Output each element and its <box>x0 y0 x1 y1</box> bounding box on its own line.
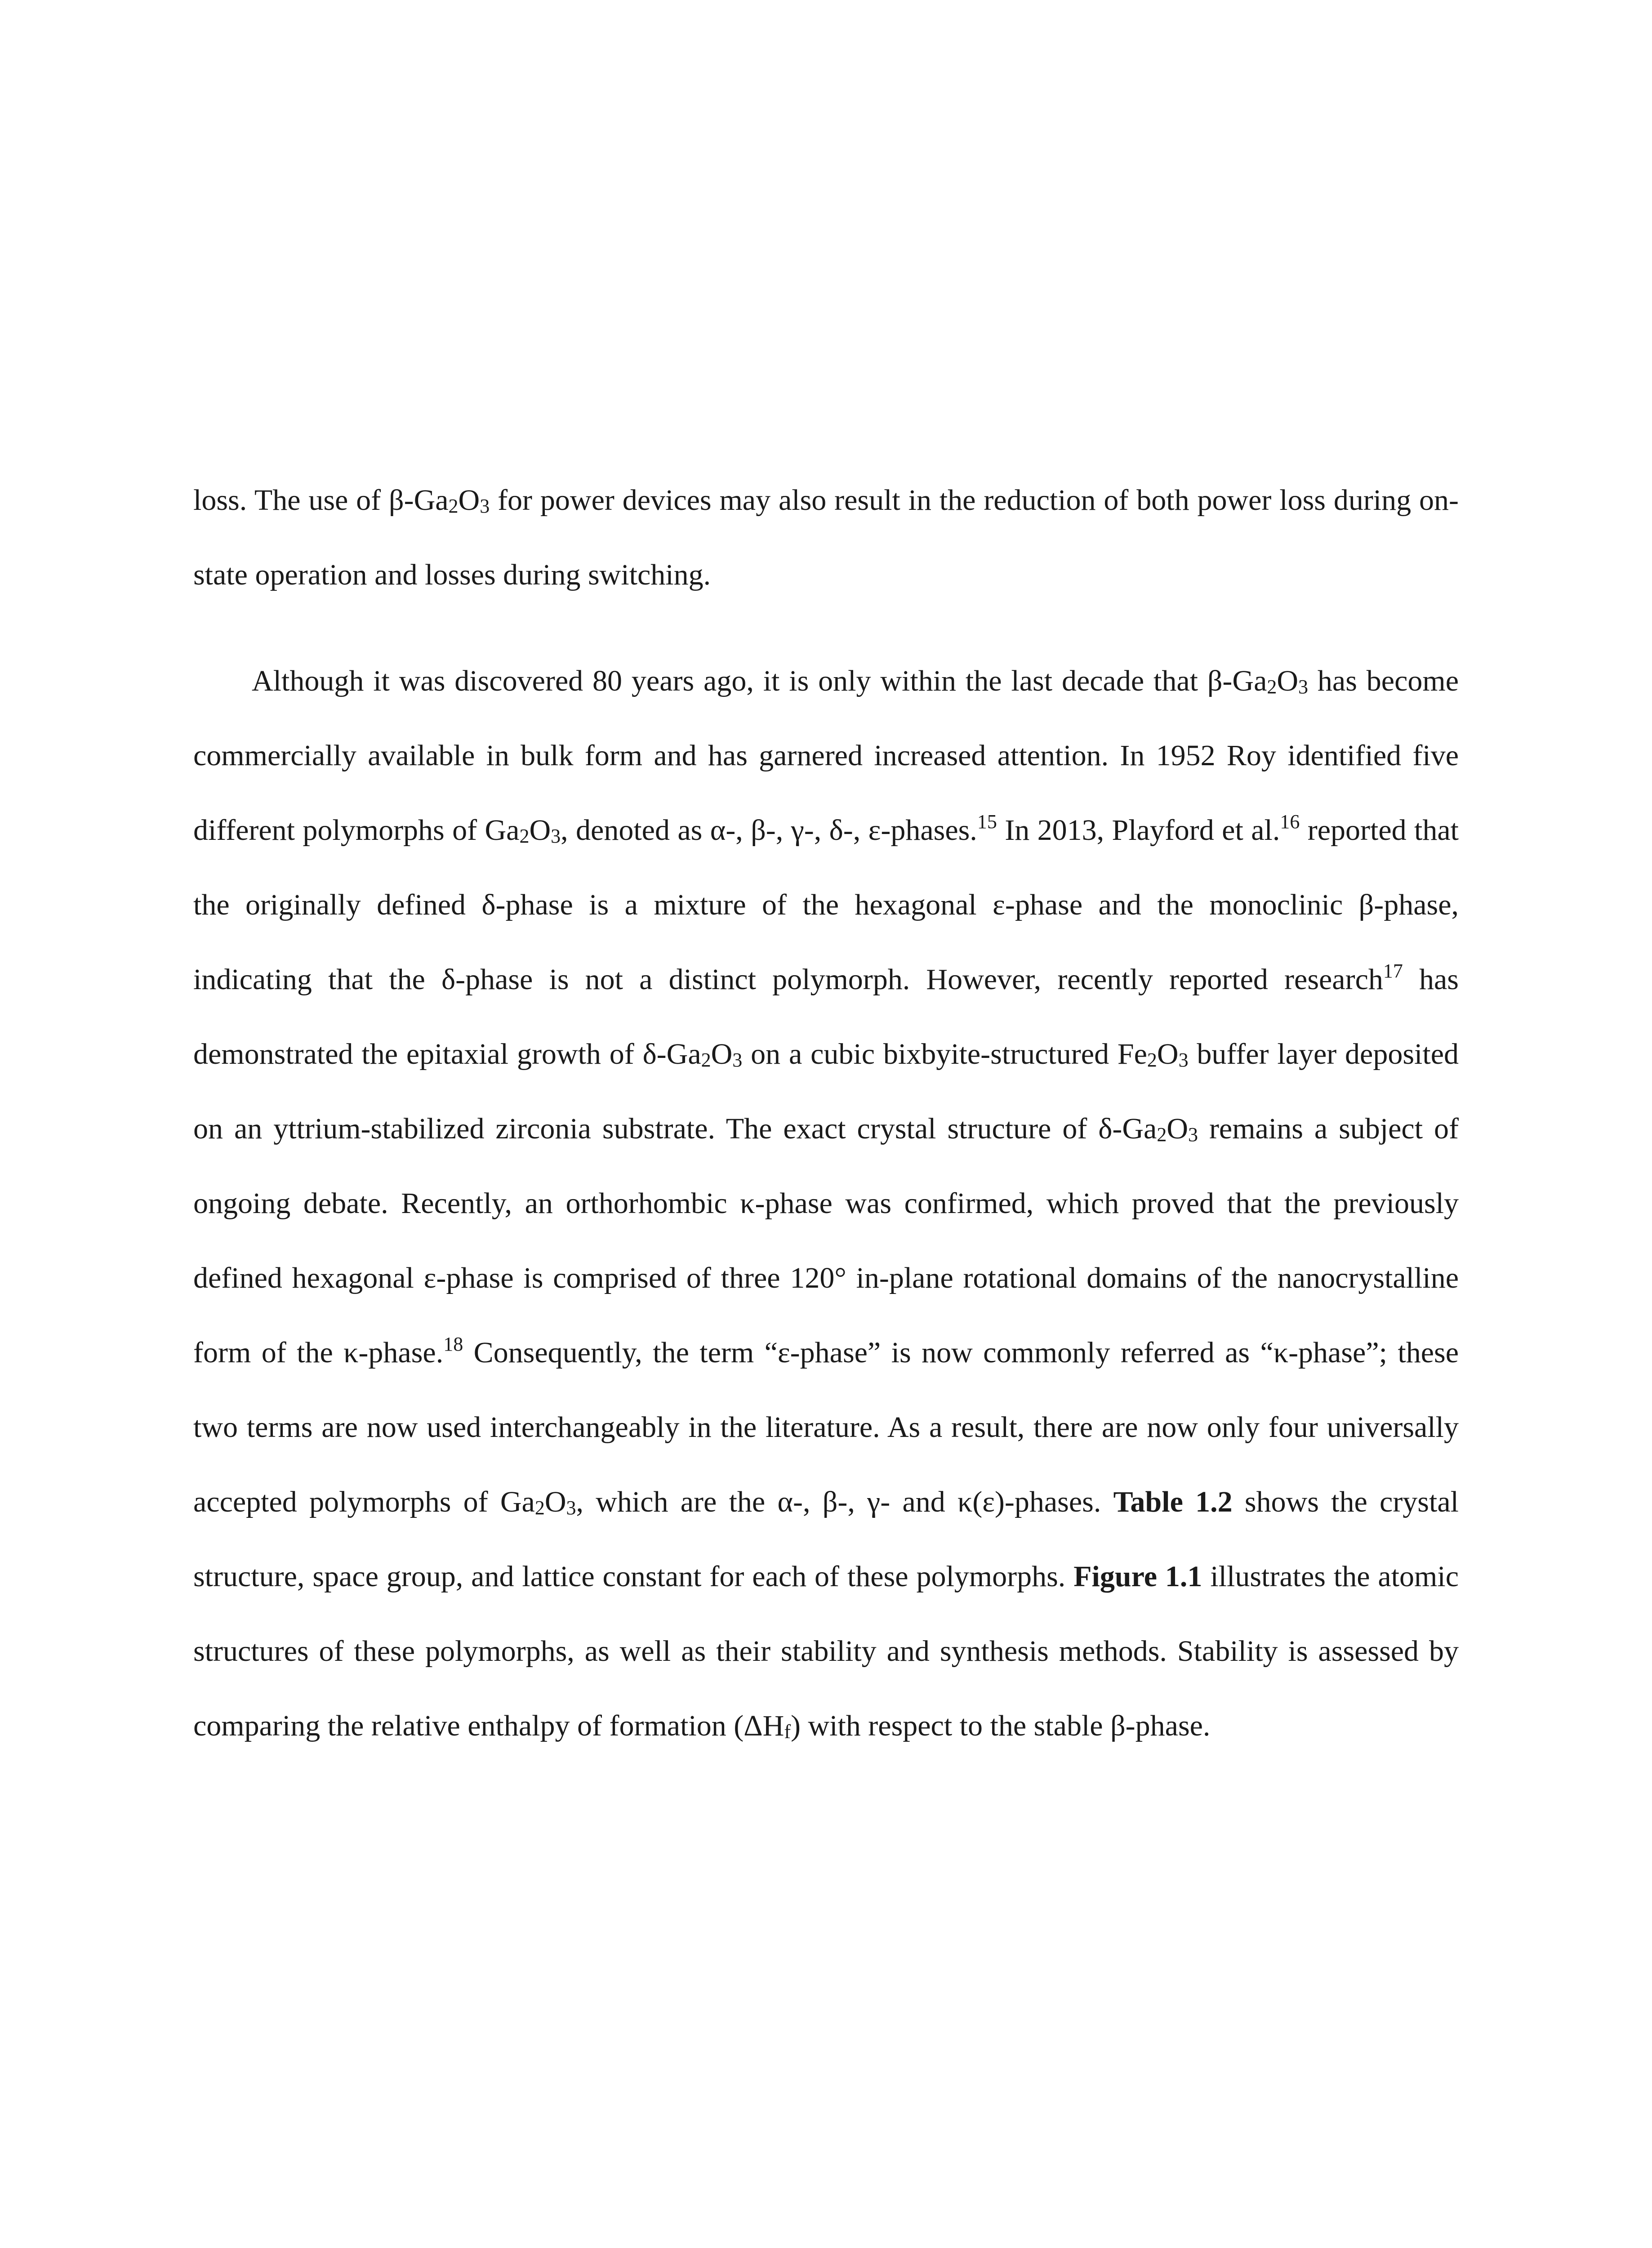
text-run: In 2013, Playford et al. <box>997 814 1280 847</box>
text-run: O <box>1167 1112 1188 1145</box>
text-run: buffer layer deposited on an yttrium-stabilized zirconia substrate. The exact crystal structure of δ-Ga <box>193 1038 1459 1145</box>
text-run: O <box>711 1038 733 1070</box>
text-run: reported that the originally defined δ-phase is a mixture of the hexagonal ε-phase and the monoclinic β-phase, indicating that the δ-phase is not a distinct polymorph. However, recently reported research <box>193 814 1459 996</box>
subscript: 2 <box>448 495 459 517</box>
text-run: remains a subject of ongoing debate. Recently, an orthorhombic κ-phase was confirmed, which proved that the previously defined hexagonal ε-phase is comprised of three 120° in-plane rotational domains of the nanocrystalline form of the κ-phase. <box>193 1112 1459 1369</box>
reference-superscript: 15 <box>977 811 997 833</box>
subscript: 3 <box>1188 1124 1198 1146</box>
subscript: 2 <box>701 1049 711 1071</box>
text-run: illustrates the atomic structures of these polymorphs, as well as their stability and synthesis methods. Stability is assessed by comparing the relative enthalpy of formation (ΔH <box>193 1560 1459 1742</box>
reference-superscript: 16 <box>1280 811 1300 833</box>
subscript: 2 <box>519 825 530 847</box>
text-run: Consequently, the term “ε-phase” is now commonly referred as “κ-phase”; these two terms are now used interchangeably in the literature. As a result, there are now only four universally accepted polymorphs of Ga <box>193 1336 1459 1518</box>
text-run: O <box>1157 1038 1179 1070</box>
reference-superscript: 18 <box>443 1333 463 1355</box>
figure-reference: Figure 1.1 <box>1073 1560 1202 1593</box>
subscript: 3 <box>480 495 490 517</box>
subscript: 2 <box>1147 1049 1157 1071</box>
subscript: 2 <box>1157 1124 1167 1146</box>
text-run: ) with respect to the stable β-phase. <box>790 1709 1211 1742</box>
subscript: 2 <box>534 1497 545 1519</box>
subscript: 3 <box>732 1049 743 1071</box>
paragraph-1 <box>193 463 1459 612</box>
text-run: O <box>1277 665 1299 697</box>
subscript: 3 <box>1298 676 1309 698</box>
reference-superscript: 17 <box>1383 960 1403 982</box>
text-run: Although it was discovered 80 years ago, it is only within the last decade that β-Ga <box>252 665 1267 697</box>
text-run: has become commercially available in bulk form and has garnered increased attention. In 1952 Roy identified five different polymorphs of Ga <box>193 665 1459 847</box>
subscript: 3 <box>566 1497 576 1519</box>
text-run: on a cubic bixbyite-structured Fe <box>742 1038 1147 1070</box>
subscript: 3 <box>551 825 561 847</box>
text-run: loss. The use of β-Ga <box>193 484 449 517</box>
subscript: f <box>784 1721 791 1743</box>
text-run: for power devices may also result in the reduction of both power loss during on-state operation and losses during switching. <box>193 484 1459 591</box>
text-run: O <box>544 1485 566 1518</box>
table-reference: Table 1.2 <box>1113 1485 1233 1518</box>
text-run: , denoted as α-, β-, γ-, δ-, ε-phases. <box>561 814 977 847</box>
text-run: O <box>458 484 480 517</box>
text-run: has demonstrated the epitaxial growth of δ-Ga <box>193 963 1459 1070</box>
subscript: 2 <box>1267 676 1277 698</box>
text-run: , which are the α-, β-, γ- and κ(ε)-phases. <box>576 1485 1113 1518</box>
subscript: 3 <box>1178 1049 1189 1071</box>
text-run: O <box>529 814 551 847</box>
text-run: shows the crystal structure, space group, and lattice constant for each of these polymorphs. <box>193 1485 1459 1593</box>
body-text <box>193 463 1459 1763</box>
paragraph-2 <box>193 644 1459 1763</box>
